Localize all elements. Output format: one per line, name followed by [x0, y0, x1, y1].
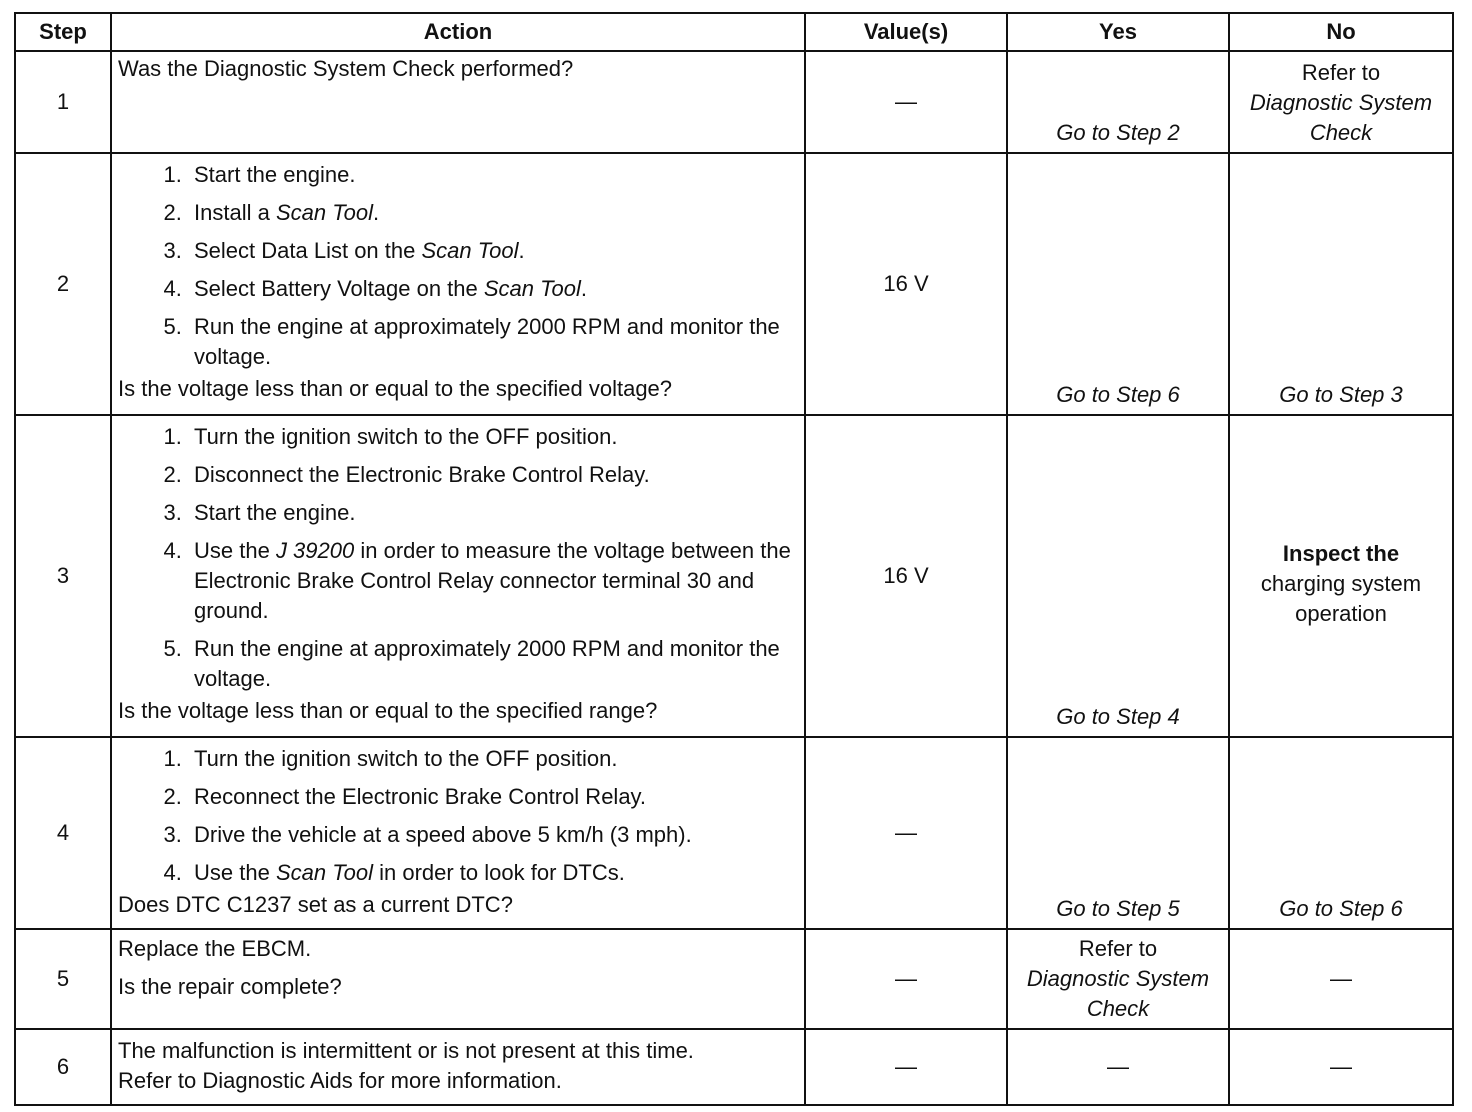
- yes-cell: [1007, 51, 1229, 153]
- header-step: Step: [15, 13, 111, 51]
- yes-text: Go to Step 2: [1056, 120, 1180, 145]
- action-step: 3. Start the engine.: [188, 498, 800, 528]
- action-cell: [111, 51, 805, 153]
- no-bold-text: Inspect the: [1282, 541, 1400, 566]
- yes-cell: Go to Step 5: [1007, 737, 1229, 929]
- action-cell: [111, 929, 805, 1029]
- step-number: 2: [15, 153, 111, 415]
- header-values: Value(s): [805, 13, 1007, 51]
- action-step: 2. Reconnect the Electronic Brake Control Relay.: [188, 782, 800, 812]
- step-number: 6: [15, 1029, 111, 1105]
- yes-cell: [1007, 929, 1229, 1029]
- value-cell: —: [805, 929, 1007, 1029]
- yes-cell: Go to Step 4: [1007, 415, 1229, 737]
- no-cell: [1229, 51, 1453, 153]
- no-cell: Go to Step 6: [1229, 737, 1453, 929]
- action-step: 1. Turn the ignition switch to the OFF position.: [188, 744, 800, 774]
- no-cell: Go to Step 3: [1229, 153, 1453, 415]
- yes-reference: Diagnostic System Check: [1026, 966, 1210, 1021]
- step-number: 3: [15, 415, 111, 737]
- action-steps: [118, 744, 800, 888]
- header-action: Action: [111, 13, 805, 51]
- no-reference: Diagnostic System Check: [1249, 90, 1433, 145]
- action-step: 2. Disconnect the Electronic Brake Control Relay.: [188, 460, 800, 490]
- action-question: Does DTC C1237 set as a current DTC?: [118, 892, 513, 917]
- action-step: 2. Install a Scan Tool.: [188, 198, 800, 228]
- action-text: The malfunction is intermittent or is not present at this time. Refer to Diagnostic Aids for more information.: [118, 1038, 694, 1093]
- table-row: [15, 929, 1453, 1029]
- diagnostic-table: [14, 12, 1454, 1106]
- yes-cell: —: [1007, 1029, 1229, 1105]
- table-row: [15, 415, 1453, 737]
- action-question: Is the voltage less than or equal to the specified range?: [118, 698, 658, 723]
- no-prefix: Refer to: [1301, 60, 1381, 85]
- value-cell: —: [805, 1029, 1007, 1105]
- step-number: 1: [15, 51, 111, 153]
- no-rest-text: charging system operation: [1260, 571, 1422, 626]
- action-question: Was the Diagnostic System Check performed?: [118, 56, 574, 81]
- value-cell: 16 V: [805, 415, 1007, 737]
- action-step: 3. Drive the vehicle at a speed above 5 km/h (3 mph).: [188, 820, 800, 850]
- value-cell: —: [805, 737, 1007, 929]
- table-row: [15, 737, 1453, 929]
- header-yes: Yes: [1007, 13, 1229, 51]
- value-cell: —: [805, 51, 1007, 153]
- action-cell: [111, 737, 805, 929]
- action-cell: [111, 415, 805, 737]
- action-step: 4. Select Battery Voltage on the Scan Tool.: [188, 274, 800, 304]
- action-step: 4. Use the J 39200 in order to measure the voltage between the Electronic Brake Control Relay connector terminal 30 and ground.: [188, 536, 800, 626]
- no-cell: —: [1229, 1029, 1453, 1105]
- action-step: 1. Turn the ignition switch to the OFF position.: [188, 422, 800, 452]
- header-row: [15, 13, 1453, 51]
- yes-prefix: Refer to: [1078, 936, 1158, 961]
- action-question: Is the repair complete?: [118, 974, 342, 999]
- action-step: 3. Select Data List on the Scan Tool.: [188, 236, 800, 266]
- value-cell: 16 V: [805, 153, 1007, 415]
- action-question: Is the voltage less than or equal to the specified voltage?: [118, 376, 673, 401]
- action-step: 1. Start the engine.: [188, 160, 800, 190]
- action-step: 5. Run the engine at approximately 2000 RPM and monitor the voltage.: [188, 312, 800, 372]
- action-step: 5. Run the engine at approximately 2000 RPM and monitor the voltage.: [188, 634, 800, 694]
- action-steps: [118, 160, 800, 372]
- no-cell: [1229, 415, 1453, 737]
- yes-cell: Go to Step 6: [1007, 153, 1229, 415]
- action-step: 4. Use the Scan Tool in order to look for DTCs.: [188, 858, 800, 888]
- step-number: 4: [15, 737, 111, 929]
- table-row: [15, 1029, 1453, 1105]
- step-number: 5: [15, 929, 111, 1029]
- table-row: [15, 153, 1453, 415]
- action-cell: [111, 153, 805, 415]
- action-cell: [111, 1029, 805, 1105]
- header-no: No: [1229, 13, 1453, 51]
- no-cell: —: [1229, 929, 1453, 1029]
- action-steps: [118, 422, 800, 694]
- table-row: [15, 51, 1453, 153]
- action-line: Replace the EBCM.: [118, 936, 312, 961]
